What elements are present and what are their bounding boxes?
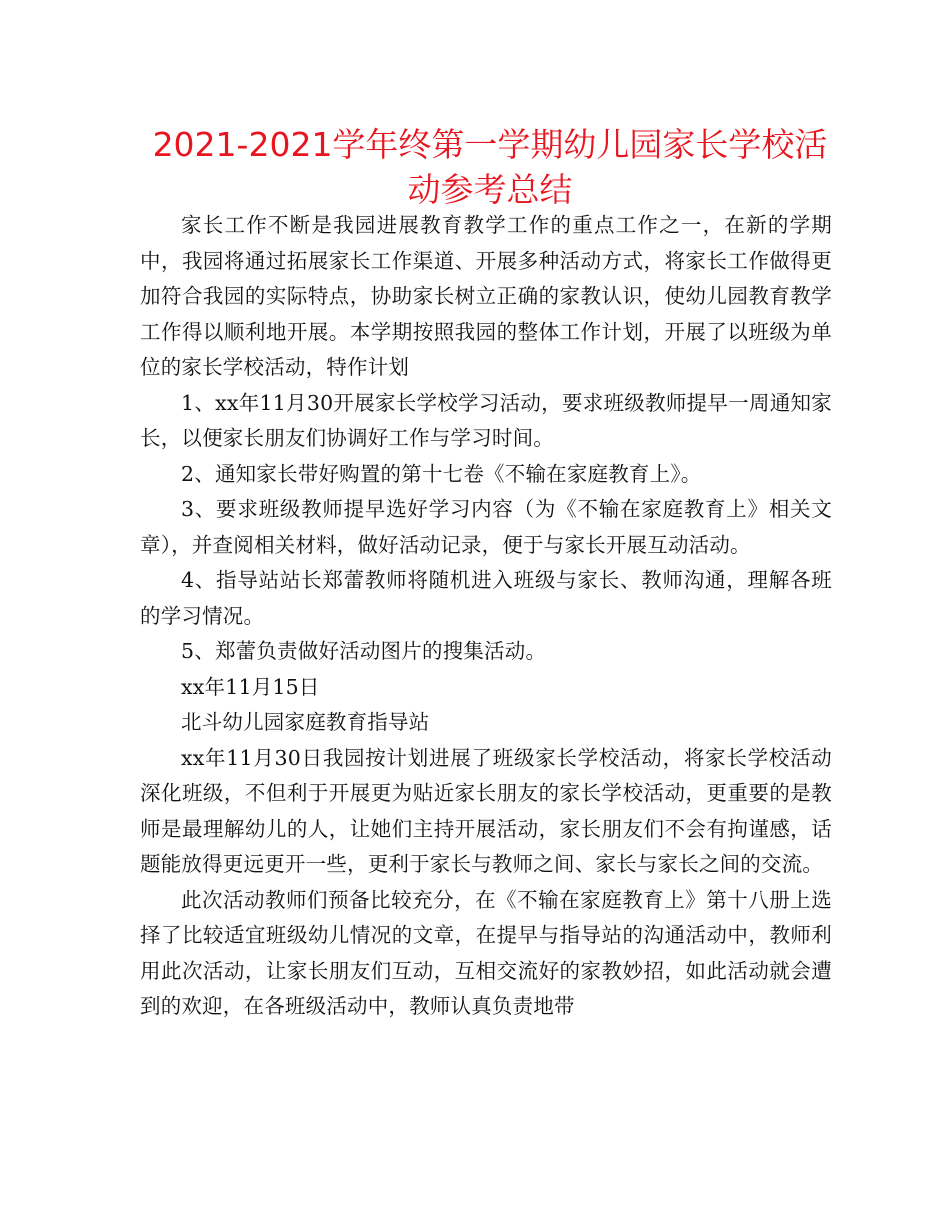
title-line-2: 动参考总结 <box>407 170 573 209</box>
plan-item-2: 2、通知家长带好购置的第十七卷《不输在家庭教育上》。 <box>181 461 702 486</box>
intro-paragraph: 家长工作不断是我园进展教育教学工作的重点工作之一，在新的学期中，我园将通过拓展家长工作渠道、开展多种活动方式，将家长工作做得更加符合我园的实际特点，协助家长树立正确的家教认识，使幼儿园教育教学工作得以顺利地开展。本学期按照我园的整体工作计划，开展了以班级为单位的家长学校活动，特作计划 <box>140 213 832 379</box>
plan-item-3: 3、要求班级教师提早选好学习内容（为《不输在家庭教育上》相关文章），并查阅相关材料，做好活动记录，便于与家长开展互动活动。 <box>140 497 832 557</box>
summary-paragraph-2: 此次活动教师们预备比较充分，在《不输在家庭教育上》第十八册上选择了比较适宜班级幼儿情况的文章，在提早与指导站的沟通活动中，教师利用此次活动，让家长朋友们互动，互相交流好的家教妙招，如此活动就会遭到的欢迎，在各班级活动中，教师认真负责地带 <box>140 887 832 1018</box>
plan-date: xx年11月15日 <box>181 674 320 699</box>
summary-paragraph-1: xx年11月30日我园按计划进展了班级家长学校活动，将家长学校活动深化班级，不但利于开展更为贴近家长朋友的家长学校活动，更重要的是教师是最理解幼儿的人，让她们主持开展活动，家长朋友们不会有拘谨感，话题能放得更远更开一些，更利于家长与教师之间、家长与家长之间的交流。 <box>140 745 832 876</box>
plan-item-1: 1、xx年11月30开展家长学校学习活动，要求班级教师提早一周通知家长，以便家长朋友们协调好工作与学习时间。 <box>140 390 832 450</box>
document-title <box>140 122 832 212</box>
document-body <box>140 208 832 1025</box>
plan-signature: 北斗幼儿园家庭教育指导站 <box>181 710 430 734</box>
title-line-1: 2021-2021学年终第一学期幼儿园家长学校活 <box>152 125 828 164</box>
plan-item-5: 5、郑蕾负责做好活动图片的搜集活动。 <box>181 639 547 663</box>
plan-item-4: 4、指导站站长郑蕾教师将随机进入班级与家长、教师沟通，理解各班的学习情况。 <box>140 568 832 628</box>
